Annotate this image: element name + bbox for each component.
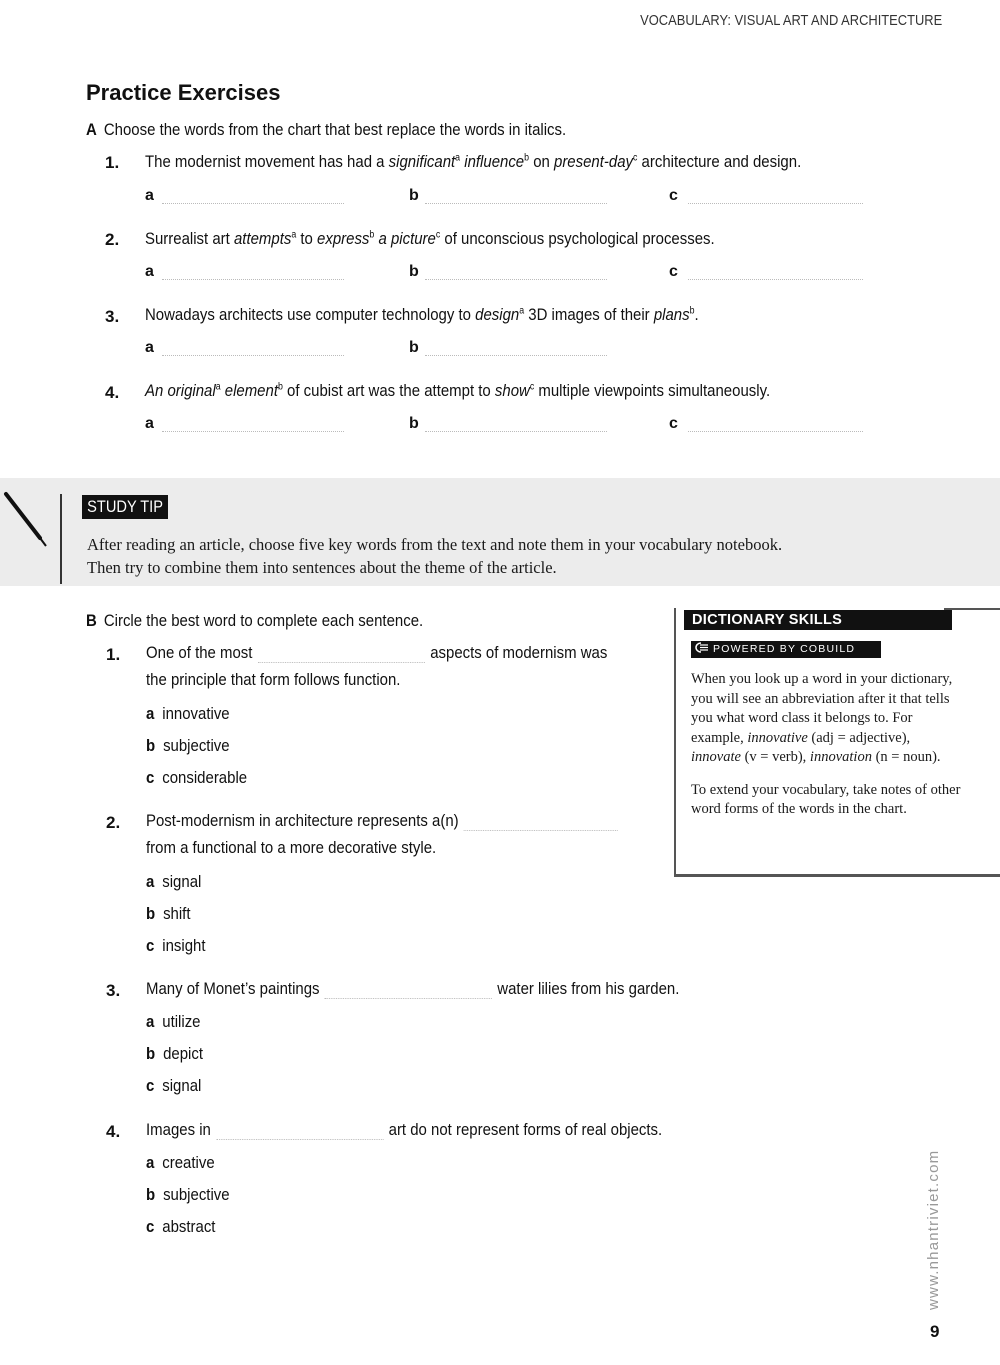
answer-blank[interactable] xyxy=(425,278,607,280)
answer-label-c: c xyxy=(669,263,678,280)
answer-blank[interactable] xyxy=(258,662,425,663)
option[interactable]: a innovative xyxy=(146,704,230,723)
question-text-line2: the principle that form follows function. xyxy=(146,670,401,689)
option[interactable]: a utilize xyxy=(146,1012,201,1031)
option[interactable]: b depict xyxy=(146,1044,203,1063)
cobuild-label: POWERED BY COBUILD xyxy=(713,643,856,655)
box-top-rule xyxy=(944,608,1000,610)
question-text: An original$^a$ element$^b$ of cubist art was the attempt to show$^c$ multiple viewpoints simultaneously. xyxy=(145,381,771,400)
dictionary-skills-heading: DICTIONARY SKILLS xyxy=(684,610,952,630)
page-title: Practice Exercises xyxy=(86,80,281,105)
answer-label-b: b xyxy=(409,263,419,280)
question-text: The modernist movement has had a significant$^a$ influence$^b$ on present-day$^c$ architecture and design. xyxy=(145,152,802,171)
answer-blank[interactable] xyxy=(688,430,863,432)
answer-blank[interactable] xyxy=(688,278,863,280)
answer-label-b: b xyxy=(409,187,419,204)
answer-blank[interactable] xyxy=(162,430,344,432)
answer-label-a: a xyxy=(145,187,154,204)
option[interactable]: b shift xyxy=(146,904,191,923)
running-head: VOCABULARY: VISUAL ART AND ARCHITECTURE xyxy=(639,12,942,29)
dictionary-skills-text xyxy=(691,670,961,833)
watermark: www.nhantriviet.com xyxy=(925,1149,942,1310)
question-text-line2: from a functional to a more decorative style. xyxy=(146,838,437,857)
option[interactable]: a creative xyxy=(146,1153,215,1172)
section-letter: B xyxy=(86,611,97,630)
option[interactable]: b subjective xyxy=(146,736,230,755)
option[interactable]: c signal xyxy=(146,1076,202,1095)
instruction-text: Choose the words from the chart that best replace the words in italics. xyxy=(103,120,567,139)
dictionary-para-2: To extend your vocabulary, take notes of other word forms of the words in the chart. xyxy=(691,781,961,817)
answer-blank[interactable] xyxy=(162,278,344,280)
answer-blank[interactable] xyxy=(464,830,618,831)
instruction-text: Circle the best word to complete each sentence. xyxy=(103,611,424,630)
question-text: Images in art do not represent forms of real objects. xyxy=(146,1120,663,1139)
section-b-instruction xyxy=(86,611,423,631)
question-number: 4. xyxy=(106,1122,121,1141)
option[interactable]: a signal xyxy=(146,872,202,891)
question-text: Surrealist art attempts$^a$ to express$^b$ a picture$^c$ of unconscious psychological processes. xyxy=(145,229,715,248)
question-number: 1. xyxy=(105,153,120,172)
answer-label-a: a xyxy=(145,339,154,356)
page-number: 9 xyxy=(930,1322,940,1341)
answer-blank[interactable] xyxy=(425,354,607,356)
answer-label-a: a xyxy=(145,263,154,280)
option[interactable]: c abstract xyxy=(146,1217,216,1236)
question-text: Many of Monet’s paintings water lilies from his garden. xyxy=(146,979,680,998)
question-number: 3. xyxy=(105,307,120,326)
study-tip-badge: STUDY TIP xyxy=(82,495,168,519)
answer-label-b: b xyxy=(409,339,419,356)
dictionary-para-1: When you look up a word in your dictionary, you will see an abbreviation after it that tells you what word class it belongs to. For example, innovative (adj = adjective), innovate (v = verb), innovation (n = noun). xyxy=(691,671,953,765)
question-number: 4. xyxy=(105,383,120,402)
study-tip-divider xyxy=(60,494,62,584)
answer-blank[interactable] xyxy=(688,202,863,204)
answer-label-c: c xyxy=(669,187,678,204)
question-text: One of the most aspects of modernism was xyxy=(146,643,608,662)
section-letter: A xyxy=(86,120,97,139)
option[interactable]: c insight xyxy=(146,936,206,955)
study-tip-line: After reading an article, choose five key words from the text and note them in your vocabulary notebook. xyxy=(87,535,783,554)
option[interactable]: c considerable xyxy=(146,768,248,787)
question-number: 2. xyxy=(106,813,121,832)
option[interactable]: b subjective xyxy=(146,1185,230,1204)
answer-blank[interactable] xyxy=(425,430,607,432)
answer-blank[interactable] xyxy=(162,202,344,204)
answer-label-a: a xyxy=(145,415,154,432)
answer-blank[interactable] xyxy=(162,354,344,356)
answer-blank[interactable] xyxy=(325,998,492,999)
study-tip-text xyxy=(87,533,782,579)
cobuild-badge xyxy=(691,641,881,658)
question-text: Nowadays architects use computer technology to design$^a$ 3D images of their plans$^b$. xyxy=(145,305,699,324)
answer-label-c: c xyxy=(669,415,678,432)
section-a-instruction xyxy=(86,120,566,140)
answer-label-b: b xyxy=(409,415,419,432)
question-text: Post-modernism in architecture represents a(n) xyxy=(146,811,623,831)
answer-blank[interactable] xyxy=(216,1139,383,1140)
question-number: 1. xyxy=(106,645,121,664)
pen-icon xyxy=(2,490,52,550)
answer-blank[interactable] xyxy=(425,202,607,204)
question-number: 2. xyxy=(105,230,120,249)
cobuild-book-icon xyxy=(695,642,709,653)
question-number: 3. xyxy=(106,981,121,1000)
study-tip-line: Then try to combine them into sentences about the theme of the article. xyxy=(87,558,557,577)
